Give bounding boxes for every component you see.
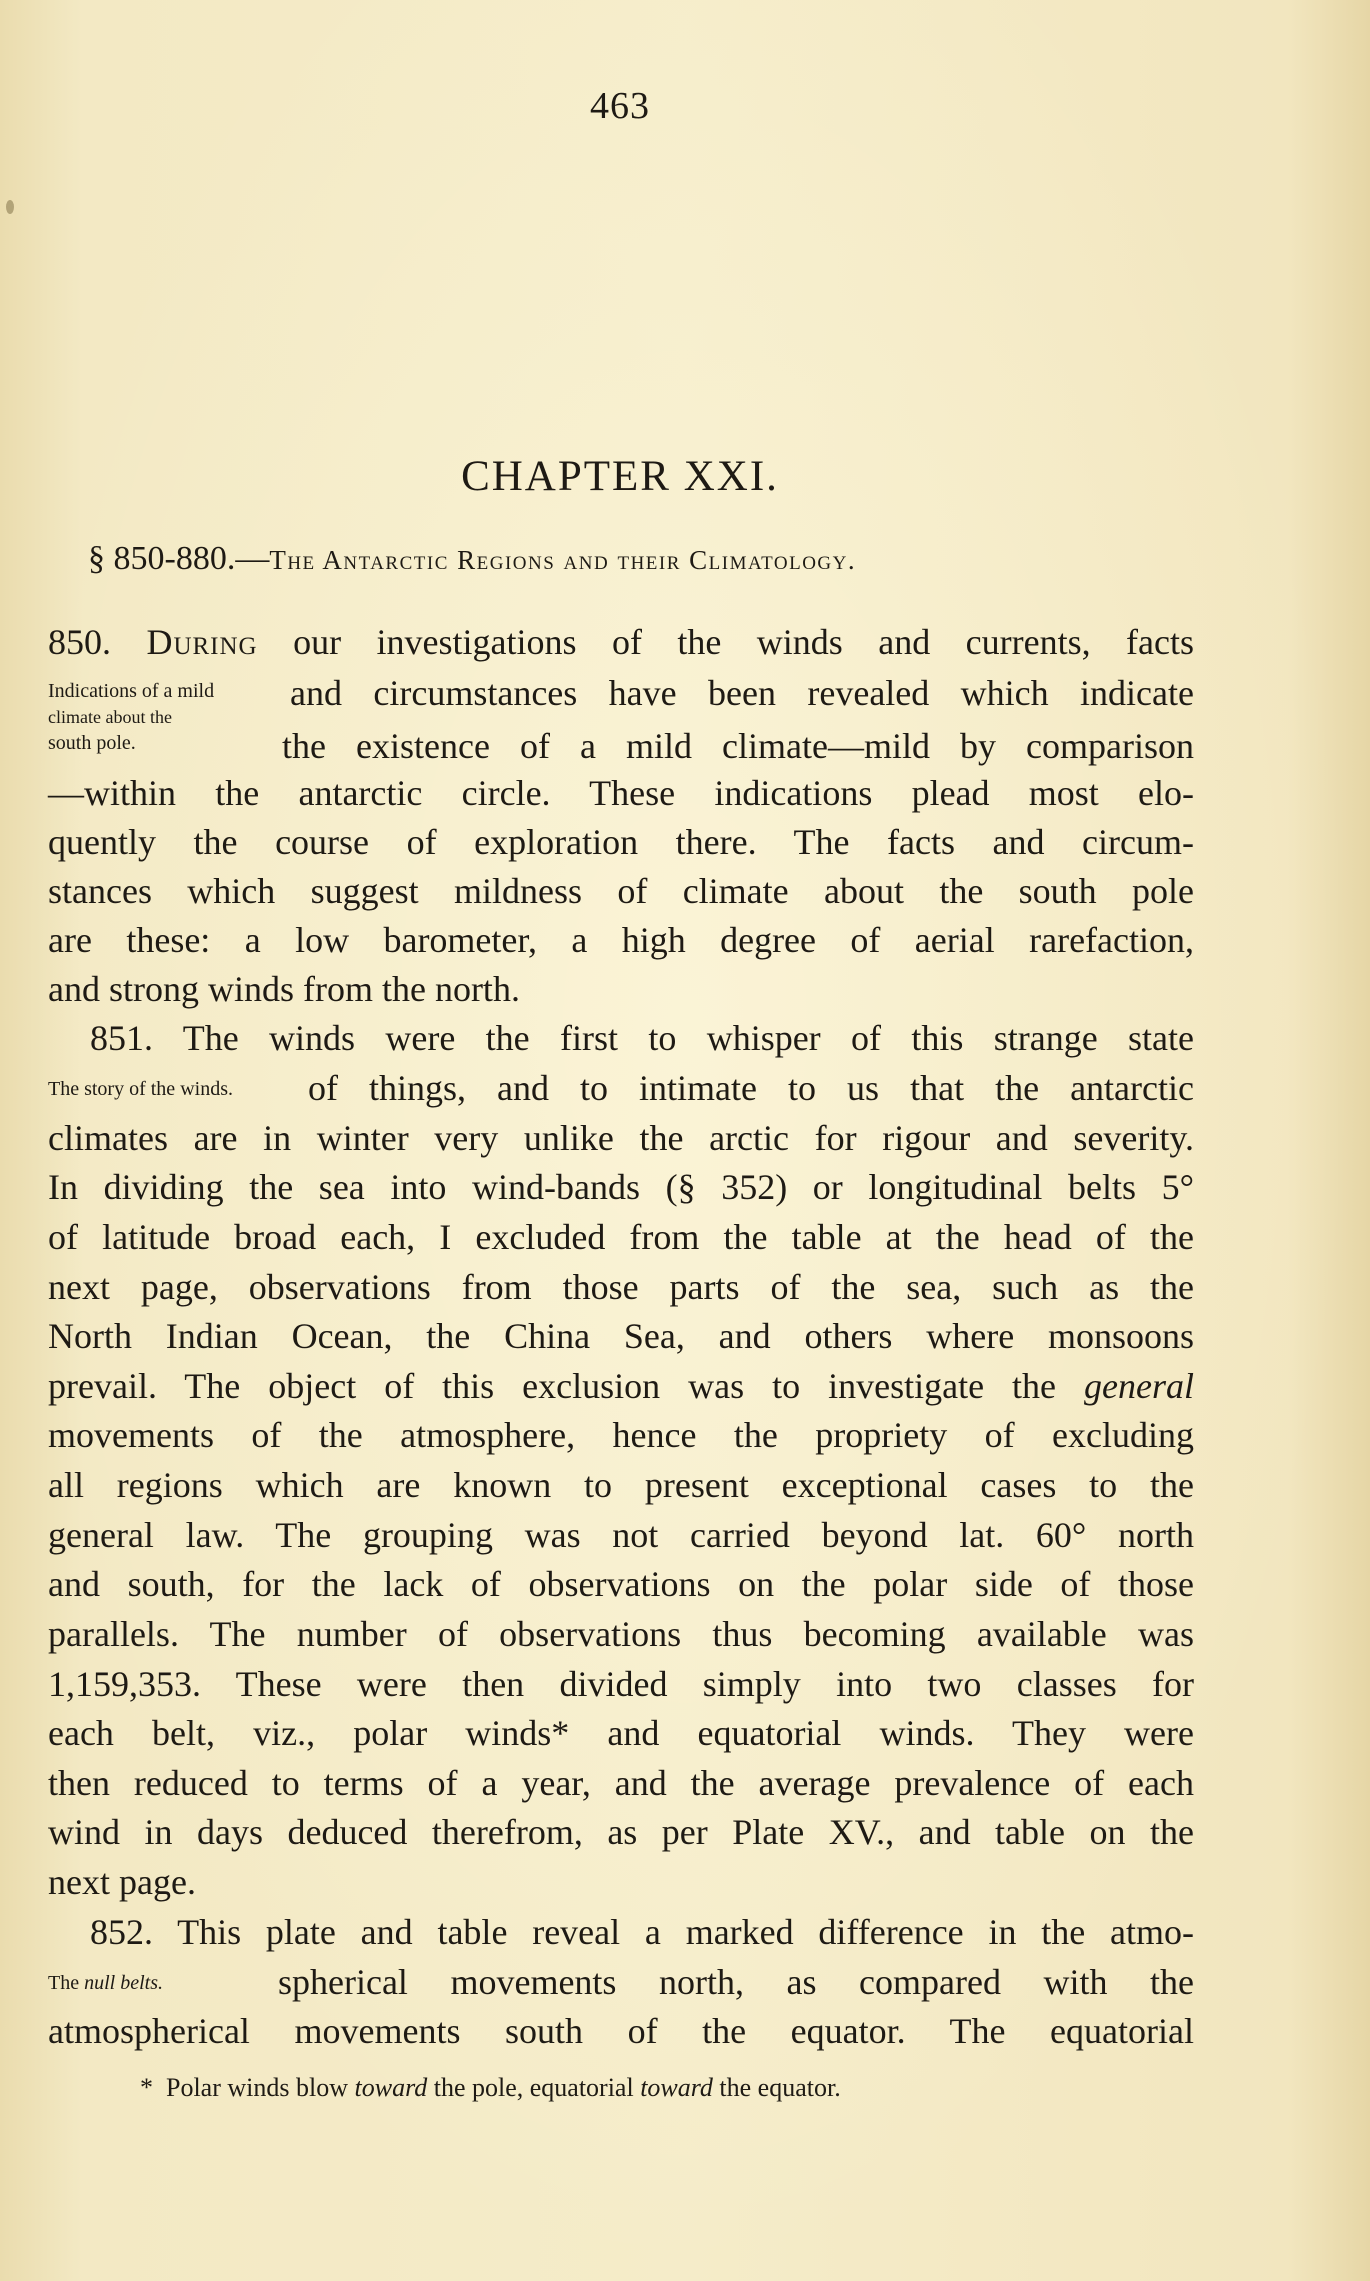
paragraph-851-line-17: wind in days deduced therefrom, as per Plate XV., and table on the	[48, 1812, 1194, 1852]
paragraph-851-line-10: all regions which are known to present exceptional cases to the	[48, 1465, 1194, 1505]
paragraph-851-line-5: of latitude broad each, I excluded from the table at the head of the	[48, 1217, 1194, 1257]
section-range: § 850-880.—	[88, 540, 270, 577]
paragraph-852-line-2: spherical movements north, as compared with the	[278, 1962, 1194, 2002]
ink-speck	[6, 200, 14, 214]
paragraph-851-line-7: North Indian Ocean, the China Sea, and others where monsoons	[48, 1316, 1194, 1356]
paragraph-850-line-2: and circumstances have been revealed which indicate	[290, 673, 1194, 713]
paragraph-852-line-1: 852. This plate and table reveal a marked difference in the atmo-	[90, 1912, 1194, 1952]
paragraph-851-line-6: next page, observations from those parts of the sea, such as the	[48, 1267, 1194, 1307]
paragraph-851-line-15: each belt, viz., polar winds* and equatorial winds. They were	[48, 1713, 1194, 1753]
paragraph-850-line-7: are these: a low barometer, a high degree of aerial rarefaction,	[48, 920, 1194, 960]
paragraph-850-line-4: —within the antarctic circle. These indications plead most elo-	[48, 773, 1194, 813]
paragraph-851-line-18: next page.	[48, 1862, 196, 1902]
line-text: our investigations of the winds and currents, facts	[293, 622, 1195, 662]
paragraph-851-line-4: In dividing the sea into wind-bands (§ 352) or longitudinal belts 5°	[48, 1167, 1194, 1207]
footnote-marker: *	[140, 2073, 153, 2102]
margin-note-italic: null belts.	[84, 1972, 163, 1994]
margin-note: The story of the winds.	[48, 1078, 233, 1100]
margin-note-prefix: The	[48, 1972, 80, 1994]
paragraph-number: 850.	[48, 622, 111, 662]
paragraph-851-line-3: climates are in winter very unlike the arctic for rigour and severity.	[48, 1118, 1194, 1158]
paragraph-852-line-3: atmospherical movements south of the equator. The equatorial	[48, 2011, 1194, 2051]
footnote	[140, 2073, 841, 2103]
margin-note: Indications of a mild	[48, 680, 215, 702]
paragraph-851-line-11: general law. The grouping was not carried beyond lat. 60° north	[48, 1515, 1194, 1555]
footnote-text: the equator.	[719, 2073, 841, 2102]
footnote-text: the pole, equatorial	[433, 2073, 634, 2102]
chapter-title: CHAPTER XXI.	[461, 453, 779, 500]
paragraph-850-line-3: the existence of a mild climate—mild by comparison	[282, 726, 1194, 766]
margin-note	[48, 1972, 163, 1994]
paragraph-850-line-5: quently the course of exploration there. The facts and circum-	[48, 822, 1194, 862]
italic-word: general	[1084, 1366, 1195, 1406]
paragraph-851-line-9: movements of the atmosphere, hence the propriety of excluding	[48, 1415, 1194, 1455]
paragraph-850-line-1	[48, 617, 1194, 667]
footnote-text: Polar winds blow	[166, 2073, 348, 2102]
footnote-italic: toward	[354, 2073, 428, 2102]
show-through-text	[40, 170, 1200, 234]
section-heading	[88, 540, 856, 578]
line-text: prevail. The object of this exclusion was to investigate the	[48, 1366, 1057, 1406]
footnote-italic: toward	[640, 2073, 713, 2102]
paragraph-851-line-12: and south, for the lack of observations on the polar side of those	[48, 1564, 1194, 1604]
page-number: 463	[590, 85, 650, 127]
section-title: The Antarctic Regions and their Climatology.	[269, 545, 857, 575]
paragraph-850-line-6: stances which suggest mildness of climate about the south pole	[48, 871, 1194, 911]
paragraph-851-line-8	[48, 1361, 1194, 1411]
paragraph-851-line-16: then reduced to terms of a year, and the average prevalence of each	[48, 1763, 1194, 1803]
margin-note: climate about the	[48, 707, 172, 727]
paragraph-851-line-1: 851. The winds were the first to whisper of this strange state	[90, 1018, 1194, 1058]
lead-word: During	[146, 622, 258, 662]
margin-note: south pole.	[48, 732, 136, 754]
paragraph-851-line-14: 1,159,353. These were then divided simply into two classes for	[48, 1664, 1194, 1704]
paragraph-850-line-8: and strong winds from the north.	[48, 969, 520, 1009]
paragraph-851-line-2: of things, and to intimate to us that the antarctic	[308, 1068, 1194, 1108]
paragraph-851-line-13: parallels. The number of observations thus becoming available was	[48, 1614, 1194, 1654]
